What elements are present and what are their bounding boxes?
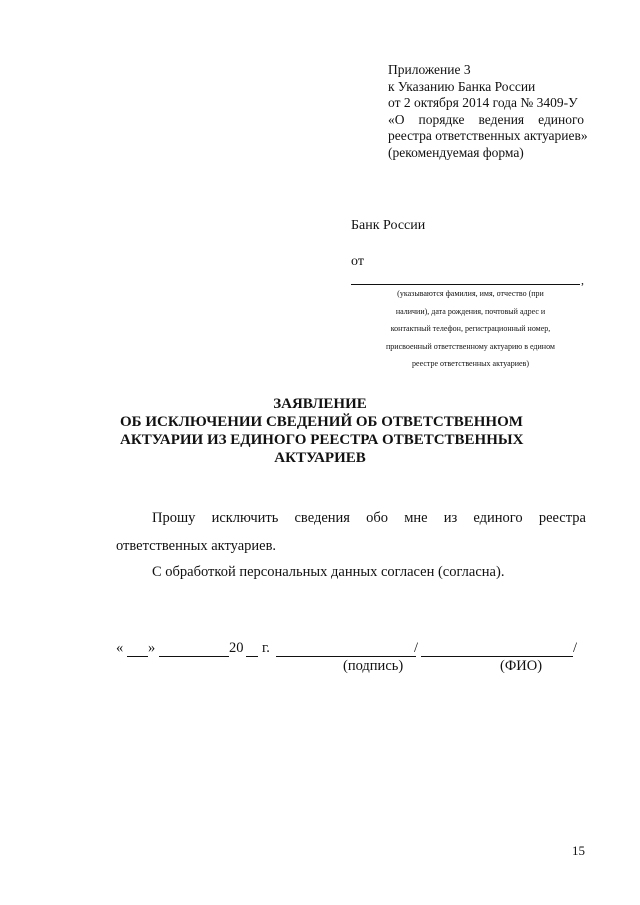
page-number: 15 <box>572 843 585 858</box>
year-fill-line[interactable] <box>246 656 258 657</box>
title-line-1: ЗАЯВЛЕНИЕ <box>273 396 367 412</box>
month-fill-line[interactable] <box>159 656 229 657</box>
appendix-line-3: от 2 октября 2014 года № 3409-У <box>388 95 578 110</box>
appendix-line-5: реестра ответственных актуариев» <box>388 128 588 143</box>
paragraph-word: мне <box>404 510 428 526</box>
paragraph-word: обо <box>366 510 389 526</box>
name-caption: (ФИО) <box>500 658 543 674</box>
appendix-line-4-word: ведения <box>478 111 525 127</box>
paragraph-word: единого <box>473 510 523 526</box>
year-suffix: г. <box>262 640 270 656</box>
open-quote: « <box>116 640 124 656</box>
slash-1: / <box>414 640 419 656</box>
appendix-line-4 <box>388 112 584 129</box>
from-comma: , <box>581 273 584 287</box>
recipient: Банк России <box>351 218 426 233</box>
day-fill-line[interactable] <box>127 656 148 657</box>
title-line-4: АКТУАРИЕВ <box>274 450 366 466</box>
paragraph-word: из <box>443 510 458 526</box>
title-line-3: АКТУАРИИ ИЗ ЕДИНОГО РЕЕСТРА ОТВЕТСТВЕННЫХ <box>120 432 524 448</box>
year-prefix: 20 <box>229 640 244 656</box>
paragraph-1-line-1 <box>152 510 586 527</box>
paragraph-word: сведения <box>294 510 350 526</box>
from-label: от <box>351 254 364 269</box>
from-hint-line-4: присвоенный ответственному актуарию в едином <box>386 341 555 351</box>
from-hint-line-2: наличии), дата рождения, почтовый адрес и <box>395 306 546 316</box>
appendix-line-4-word: «О <box>388 111 405 127</box>
signature-caption: (подпись) <box>343 658 404 674</box>
close-quote: » <box>148 640 156 656</box>
from-hint <box>363 285 578 373</box>
paragraph-2: С обработкой персональных данных согласен (согласна). <box>152 564 505 580</box>
signature-fill-line[interactable] <box>276 656 416 657</box>
appendix-line-4-word: порядке <box>418 111 465 127</box>
name-fill-line[interactable] <box>421 656 573 657</box>
appendix-line-6: (рекомендуемая форма) <box>388 144 524 160</box>
slash-2: / <box>573 640 578 656</box>
paragraph-word: Прошу <box>152 510 196 526</box>
document-title <box>120 395 524 467</box>
appendix-header <box>388 62 588 161</box>
from-hint-line-5: реестре ответственных актуариев) <box>412 359 529 368</box>
title-line-2: ОБ ИСКЛЮЧЕНИИ СВЕДЕНИЙ ОБ ОТВЕТСТВЕННОМ <box>120 414 523 430</box>
paragraph-word: реестра <box>538 510 586 526</box>
from-hint-line-1: (указываются фамилия, имя, отчество (при <box>397 289 544 298</box>
appendix-line-4-word: единого <box>538 111 584 127</box>
appendix-line-1: Приложение 3 <box>388 62 471 77</box>
appendix-line-2: к Указанию Банка России <box>388 78 536 94</box>
paragraph-1-line-2: ответственных актуариев. <box>116 538 277 554</box>
from-hint-line-3: контактный телефон, регистрационный номер, <box>390 324 551 333</box>
paragraph-word: исключить <box>211 510 279 526</box>
